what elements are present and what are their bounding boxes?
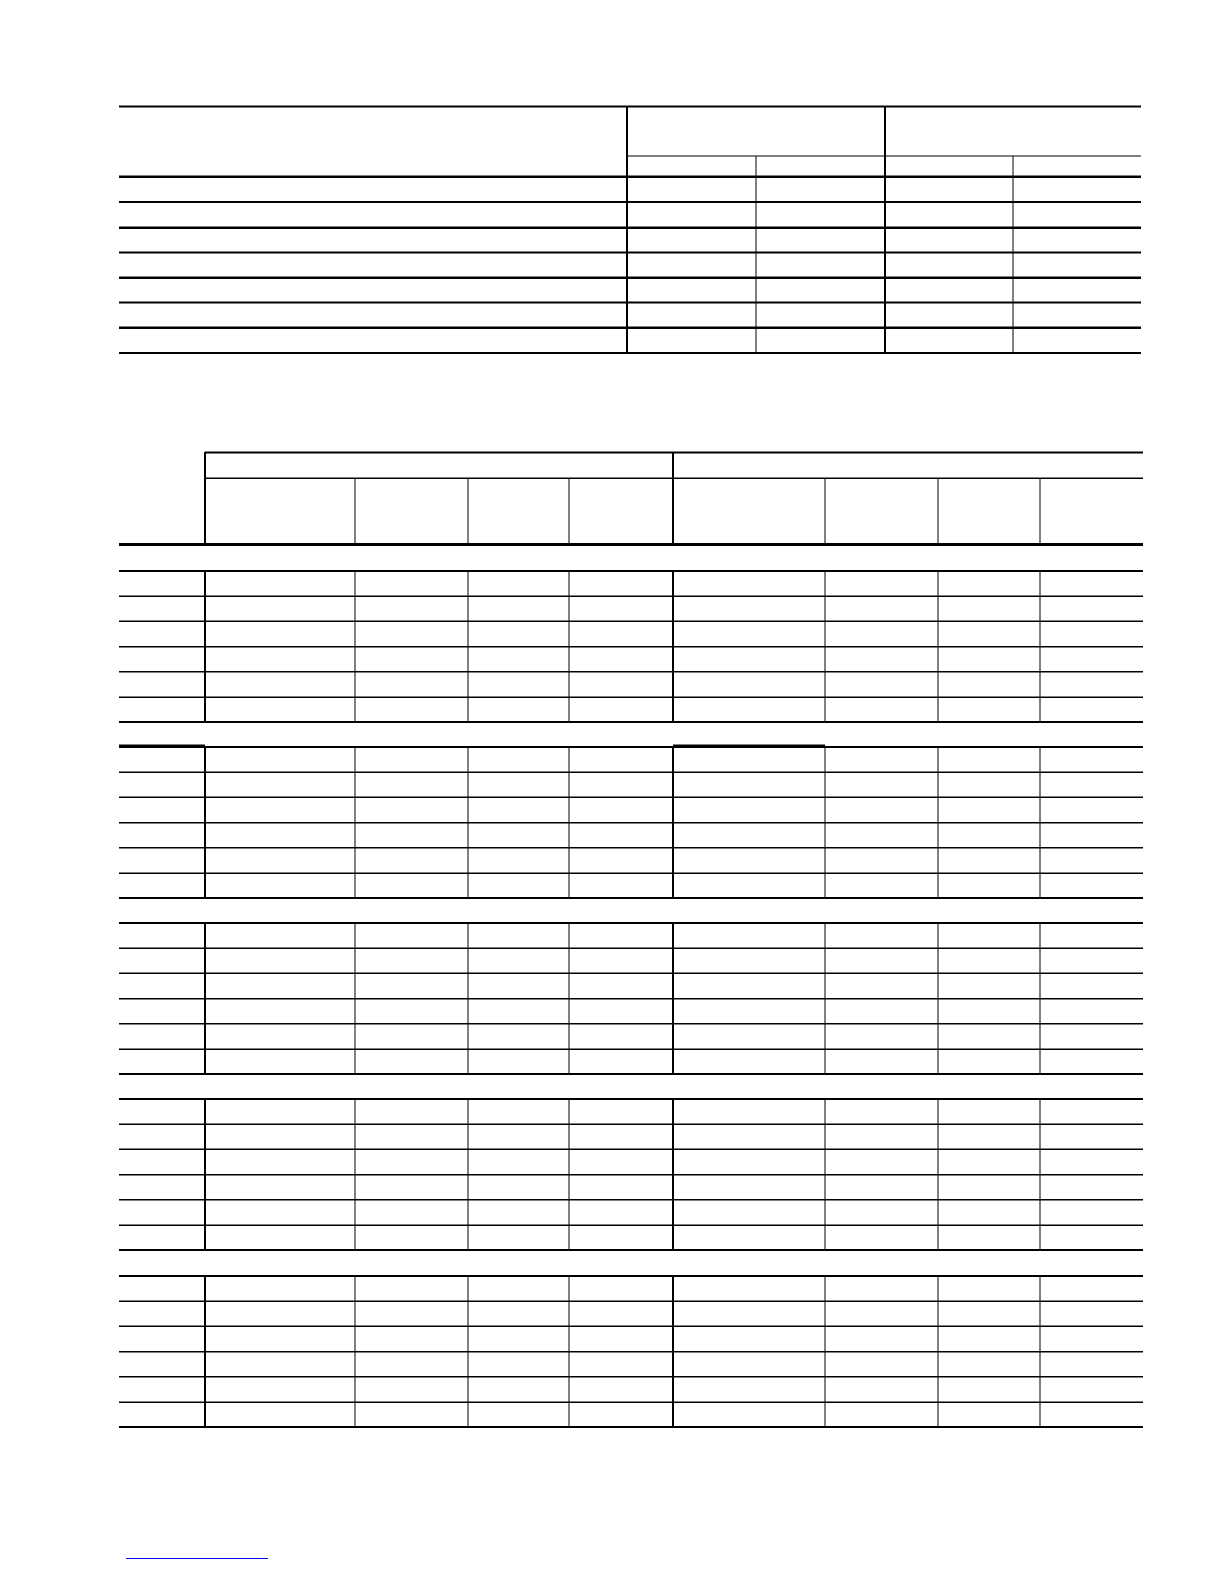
footer-link[interactable] <box>126 1548 268 1566</box>
footer-link-underline <box>126 1558 268 1559</box>
detail-table <box>0 440 1225 1460</box>
summary-table <box>0 0 1225 380</box>
